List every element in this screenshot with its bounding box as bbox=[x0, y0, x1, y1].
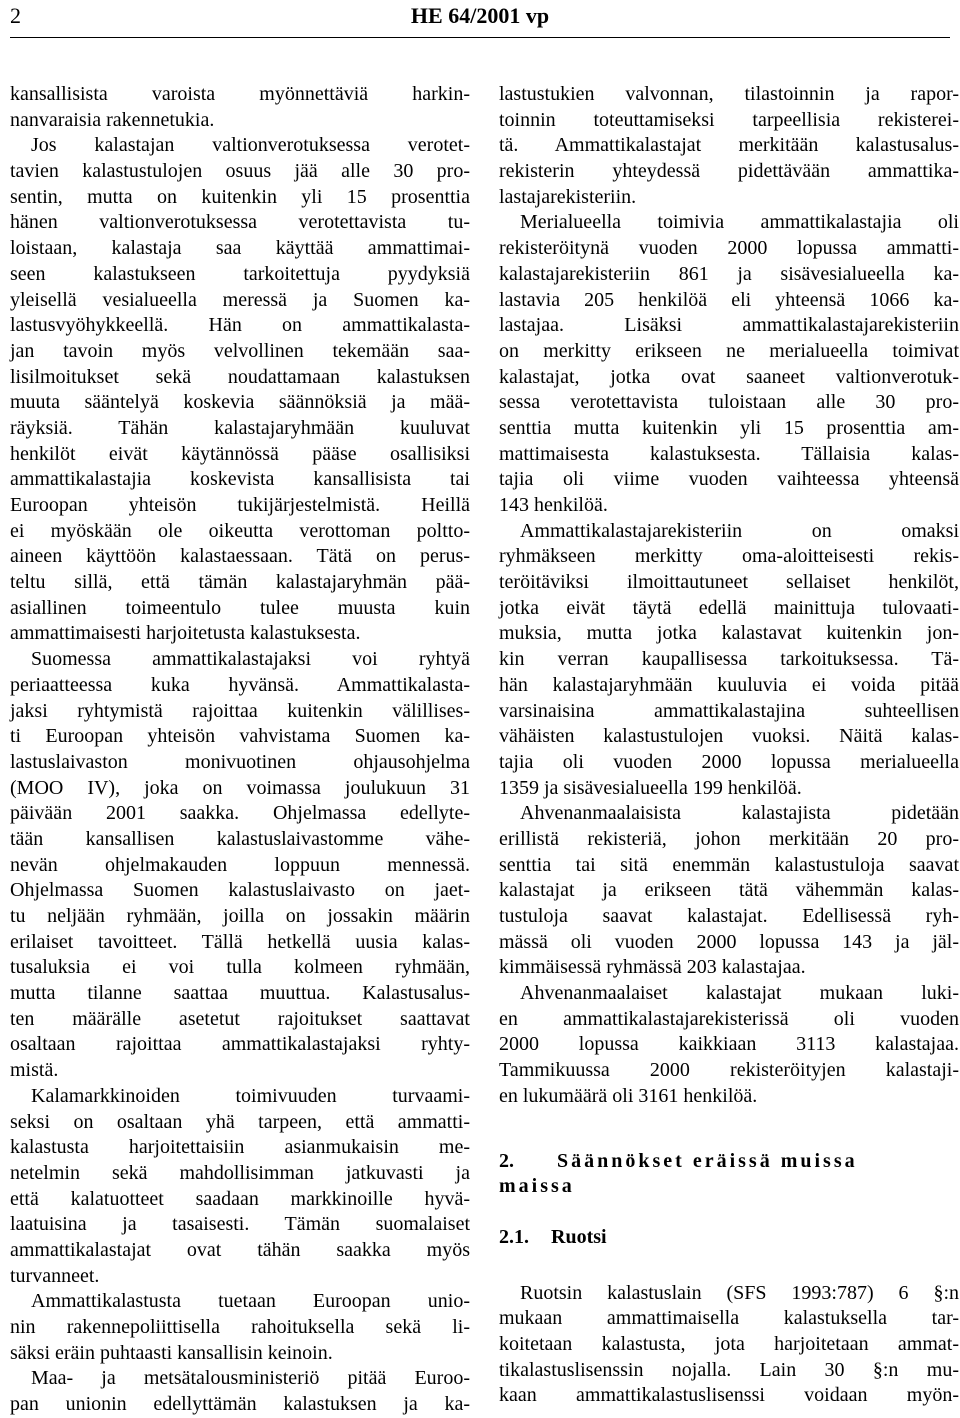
text-line: 143 henkilöä. bbox=[499, 494, 608, 516]
text-line: hänen valtionverotuksessa verotettavista tu- bbox=[10, 211, 470, 234]
text-line: Kalamarkkinoiden toimivuuden turvaami- bbox=[31, 1084, 470, 1107]
text-line: Merialueella toimivia ammattikalastajia oli bbox=[520, 211, 959, 234]
text-line: seen kalastukseen tarkoitettuja pyydyksiä bbox=[10, 262, 470, 285]
text-line: tusaluksia ei voi tulla kolmeen ryhmään, bbox=[10, 956, 470, 979]
text-line: ten määrälle asetetut rajoitukset saattavat bbox=[10, 1007, 470, 1030]
text-line: kansallisista varoista myönnettäviä harkin- bbox=[10, 83, 470, 105]
page-number: 2 bbox=[10, 3, 21, 28]
text-line: kalastajarekisteriin 861 ja sisävesialueella ka- bbox=[499, 262, 959, 285]
text-line: en lukumäärä oli 3161 henkilöä. bbox=[499, 1084, 758, 1107]
text-line: teröitäviksi ilmoittautuneet sellaiset henkilöt, bbox=[499, 571, 959, 594]
text-line: ammattimaisesti harjoitetusta kalastuksesta. bbox=[10, 622, 361, 645]
text-line: kimmäisessä ryhmässä 203 kalastajaa. bbox=[499, 956, 806, 979]
text-line: sentin, mutta on kuitenkin yli 15 prosenttia bbox=[10, 185, 470, 208]
text-line: turvanneet. bbox=[10, 1264, 100, 1287]
text-line: Ahvenanmaalaiset kalastajat mukaan luki- bbox=[520, 982, 959, 1005]
text-line: Ohjelmassa Suomen kalastuslaivasto on jaet- bbox=[10, 879, 470, 902]
text-line: netelmin sekä mahdollisimman jatkuvasti ja bbox=[10, 1161, 470, 1184]
section-number-2: 2. bbox=[499, 1149, 514, 1172]
text-line: Ammattikalastusta tuetaan Euroopan unio- bbox=[31, 1290, 470, 1313]
spacer bbox=[499, 1251, 959, 1281]
text-line: tä. Ammattikalastajat merkitään kalastusalus- bbox=[499, 134, 959, 157]
text-line: 1359 ja sisävesialueella 199 henkilöä. bbox=[499, 776, 802, 799]
text-line: mutta tilanne saattaa muuttua. Kalastusalus- bbox=[10, 982, 470, 1005]
text-line: seksi on osaltaan yhä tarpeen, että ammatti- bbox=[10, 1110, 470, 1133]
section-heading-2 bbox=[499, 1149, 959, 1200]
text-line: senttia mutta kuitenkin yli 15 prosenttia am- bbox=[499, 416, 959, 439]
text-line: toinnin toteuttamiseksi tarpeellisia rekisterei- bbox=[499, 108, 959, 131]
text-line: Ammattikalastajarekisteriin on omaksi bbox=[520, 519, 959, 542]
text-line: asiallinen toimeentulo tulee muusta kuin bbox=[10, 596, 470, 619]
text-line: teltu sillä, että tämän kalastajaryhmän pää- bbox=[10, 571, 470, 594]
text-line: kin verran kaupallisessa tarkoituksessa. Tä- bbox=[499, 648, 959, 671]
text-line: ryhmäkseen merkitty oma-aloitteisesti rekis- bbox=[499, 545, 959, 568]
text-line: kaan ammattikalastuslisenssi voidaan myön- bbox=[499, 1384, 959, 1407]
text-line: säksi eräin puhtaasti kansallisin keinoin. bbox=[10, 1341, 333, 1364]
text-line: senttia tai sitä enemmän kalastustuloja saavat bbox=[499, 853, 959, 876]
text-line: lastuslaivaston monivuotinen ohjausohjelma bbox=[10, 750, 470, 773]
text-line: aineen käyttöön kalastaessaan. Tätä on perus- bbox=[10, 545, 470, 568]
text-line: lastavia 205 henkilöä eli yhteensä 1066 ka- bbox=[499, 288, 959, 311]
text-line: Euroopan yhteisön tukijärjestelmistä. Heillä bbox=[10, 494, 470, 516]
text-line: Maa- ja metsätalousministeriö pitää Euroo- bbox=[31, 1367, 470, 1390]
section-heading-2-line-1 bbox=[499, 1149, 959, 1175]
text-line: Suomessa ammattikalastajaksi voi ryhtyä bbox=[31, 648, 470, 671]
text-line: rekisteröitynä vuoden 2000 lopussa ammatti- bbox=[499, 237, 959, 260]
page-header bbox=[10, 0, 950, 34]
text-line: vähäisten kalastustulojen vuoksi. Näitä kalas- bbox=[499, 725, 959, 748]
section-heading-2-1 bbox=[499, 1225, 959, 1251]
right-column bbox=[499, 82, 959, 1409]
text-line: sessa verotettavista tuloistaan alle 30 pro- bbox=[499, 391, 959, 414]
text-line: lastusvyöhykkeellä. Hän on ammattikalasta- bbox=[10, 314, 470, 337]
text-line: lastajarekisteriin. bbox=[499, 185, 637, 208]
text-line: tikalastuslisenssin nojalla. Lain 30 §:n mu- bbox=[499, 1358, 959, 1381]
text-line: lastustukien valvonnan, tilastoinnin ja rapor- bbox=[499, 83, 959, 105]
text-line: yleisellä vesialueella meressä ja Suomen ka- bbox=[10, 288, 470, 311]
text-line: tään kansallisen kalastuslaivastomme vähe- bbox=[10, 827, 470, 850]
spacer bbox=[499, 1200, 959, 1225]
text-line: muksia, mutta jotka kalastavat kuitenkin jon- bbox=[499, 622, 959, 645]
text-line: kalastajat ja erikseen tätä vähemmän kalas- bbox=[499, 879, 959, 902]
text-line: tavien kalastustulojen osuus jää alle 30 pro- bbox=[10, 160, 470, 183]
text-line: Ahvenanmaalaisista kalastajista pidetään bbox=[520, 802, 959, 825]
text-line: lastajaa. Lisäksi ammattikalastajarekisteriin bbox=[499, 314, 959, 337]
text-line: rekisterin yhteydessä pidettävään ammattika- bbox=[499, 160, 959, 183]
text-line: kalastajat, jotka ovat saaneet valtionverotuk- bbox=[499, 365, 959, 388]
text-line: Ruotsin kalastuslain (SFS 1993:787) 6 §:n bbox=[520, 1281, 959, 1304]
text-line: 2000 lopussa kaikkiaan 3113 kalastajaa. bbox=[499, 1033, 959, 1056]
text-line: loistaan, kalastaja saa käyttää ammattimai- bbox=[10, 237, 470, 260]
section-title-2-part-1: Säännökset eräissä muissa bbox=[557, 1149, 858, 1172]
text-line: nevän ohjelmakauden loppuun mennessä. bbox=[10, 853, 470, 876]
text-line: lisilmoitukset sekä noudattamaan kalastuksen bbox=[10, 365, 470, 388]
document-id: HE 64/2001 vp bbox=[410, 3, 550, 28]
right-column-body bbox=[499, 82, 959, 1110]
text-line: tu neljään ryhmään, joilla on jossakin määrin bbox=[10, 905, 470, 927]
text-line: henkilöt eivät käytännössä pääse osallisiksi bbox=[10, 442, 470, 465]
text-line: periaatteessa kuka hyvänsä. Ammattikalasta- bbox=[10, 673, 470, 696]
text-line: (MOO IV), joka on voimassa joulukuun 31 bbox=[10, 776, 470, 799]
text-line: pan unionin edellyttämän kalastuksen ja ka- bbox=[10, 1393, 470, 1416]
text-line: tajia oli viime vuoden vaihteessa yhteensä bbox=[499, 468, 959, 491]
text-line: että kalatuotteet saadaan markkinoille hyvä- bbox=[10, 1187, 470, 1210]
text-line: tustuloja saavat kalastajat. Edellisessä ryh- bbox=[499, 905, 959, 927]
text-line: nin rakennepoliittisella rahoituksella sekä li- bbox=[10, 1316, 470, 1338]
section-heading-2-1-line bbox=[499, 1225, 959, 1251]
text-line: on merkitty erikseen ne merialueella toimivat bbox=[499, 339, 959, 362]
text-line: Tammikuussa 2000 rekisteröityjen kalastaji- bbox=[499, 1059, 959, 1082]
text-line: jaksi ryhtymistä rajoittaa kuitenkin välillises- bbox=[10, 699, 470, 722]
text-line: erilaiset tavoitteet. Tällä hetkellä uusia kalas- bbox=[10, 930, 470, 953]
text-line: hän kalastajaryhmään kuuluvia ei voida pitää bbox=[499, 673, 959, 696]
text-line: varsinaisina ammattikalastajina suhteellisen bbox=[499, 699, 959, 722]
text-line: ammattikalastajat ovat tähän saakka myös bbox=[10, 1238, 470, 1261]
text-line: ei myöskään ole oikeutta verottoman poltto- bbox=[10, 519, 470, 542]
text-line: jan tavoin myös velvollinen tekemään saa- bbox=[10, 339, 470, 362]
text-line: mistä. bbox=[10, 1059, 59, 1082]
spacer bbox=[499, 1110, 959, 1149]
text-line: mattimaisesta kalastuksesta. Tällaisia kalas- bbox=[499, 442, 959, 465]
text-line: kalastusta harjoitettaisiin asianmukaisin me- bbox=[10, 1136, 470, 1159]
text-line: laatuisina ja tasaisesti. Tämän suomalaiset bbox=[10, 1213, 470, 1236]
section-title-2-part-2: maissa bbox=[499, 1175, 575, 1198]
text-line: jotka eivät täytä edellä mainittuja tulovaati- bbox=[499, 596, 959, 619]
left-column bbox=[10, 82, 470, 1418]
text-line: muuta sääntelyä koskevia säännöksiä ja mää- bbox=[10, 391, 470, 414]
text-line: Jos kalastajan valtionverotuksessa verotet- bbox=[31, 134, 470, 157]
text-line: ti Euroopan yhteisön vahvistama Suomen ka- bbox=[10, 725, 470, 748]
text-line: tajia oli vuoden 2000 lopussa merialueella bbox=[499, 750, 959, 773]
text-line: erillistä rekisteriä, johon merkitään 20 pro- bbox=[499, 827, 959, 850]
text-line: ammattikalastajia koskevista kansallisista tai bbox=[10, 468, 470, 491]
text-line: osaltaan rajoittaa ammattikalastajaksi ryhty- bbox=[10, 1033, 470, 1056]
text-line: päivään 2001 saakka. Ohjelmassa edellyte- bbox=[10, 802, 470, 825]
text-line: nanvaraisia rakennetukia. bbox=[10, 108, 215, 131]
text-line: räyksiä. Tähän kalastajaryhmään kuuluvat bbox=[10, 416, 470, 439]
header-rule bbox=[10, 37, 950, 38]
text-line: en ammattikalastajarekisterissä oli vuoden bbox=[499, 1007, 959, 1030]
text-line: koitetaan kalastusta, jota harjoitetaan ammat- bbox=[499, 1332, 959, 1355]
section-heading-2-line-2 bbox=[499, 1174, 959, 1200]
text-line: mässä oli vuoden 2000 lopussa 143 ja jäl- bbox=[499, 930, 959, 953]
section-title-2-1: Ruotsi bbox=[551, 1225, 607, 1248]
text-line: mukaan ammattimaisella kalastuksella tar- bbox=[499, 1307, 959, 1330]
section-number-2-1: 2.1. bbox=[499, 1225, 529, 1248]
